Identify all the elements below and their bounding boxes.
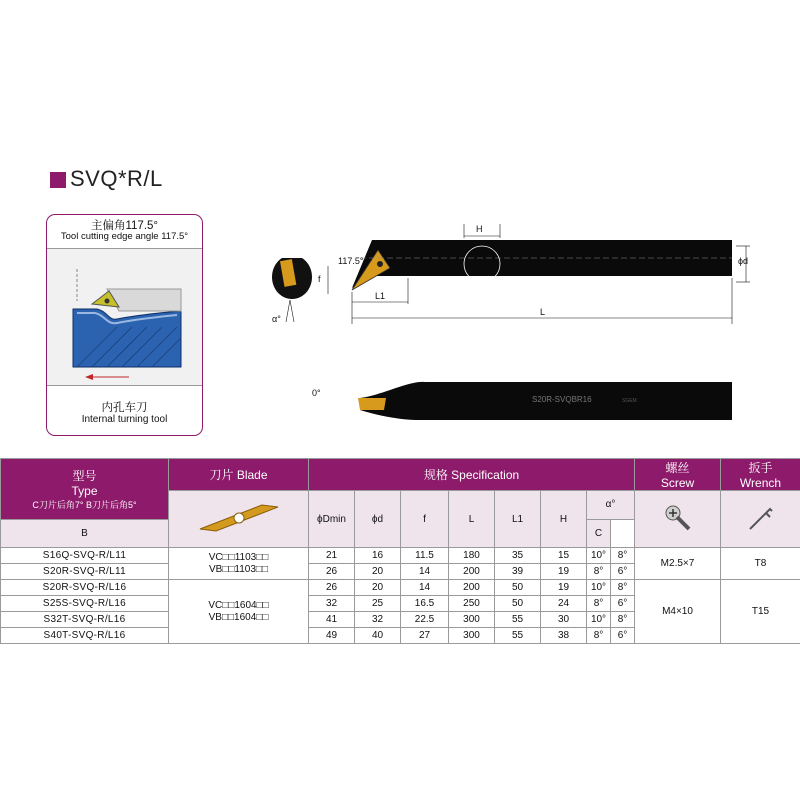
col-H: H (541, 491, 587, 548)
table-row (1, 548, 800, 564)
cell-L1: 55 (495, 612, 541, 628)
cell-f: 11.5 (401, 548, 449, 564)
cell-f: 27 (401, 628, 449, 644)
cell-H: 19 (541, 564, 587, 580)
cutting-angle-card (46, 214, 203, 436)
blade-image-cell (169, 491, 309, 548)
screw-header-zh: 螺丝 (665, 461, 690, 475)
cell-f: 14 (401, 564, 449, 580)
cell-C: 8° (611, 580, 635, 596)
wrench-cell: T15 (721, 580, 800, 644)
title-marker (50, 172, 66, 188)
type-cell: S20R-SVQ-R/L16 (1, 580, 169, 596)
end-view (272, 258, 312, 324)
blade-code: VB□□1103□□ (208, 563, 268, 575)
l-label: L (540, 307, 546, 317)
wrench-header-zh: 扳手 (748, 461, 773, 475)
cell-L: 200 (449, 580, 495, 596)
cell-L1: 55 (495, 628, 541, 644)
card-heading-zh: 主偏角117.5° (90, 220, 159, 232)
cell-L: 300 (449, 612, 495, 628)
cell-C: 8° (611, 612, 635, 628)
cell-C: 8° (611, 548, 635, 564)
cell-d: 20 (355, 580, 401, 596)
cell-L1: 50 (495, 596, 541, 612)
cell-L: 180 (449, 548, 495, 564)
blade-code: VC□□1604□□ (208, 599, 269, 611)
cell-f: 22.5 (401, 612, 449, 628)
blade-code: VB□□1604□□ (208, 611, 269, 623)
col-L1: L1 (495, 491, 541, 548)
cell-B: 8° (587, 564, 611, 580)
cell-dmin: 21 (309, 548, 355, 564)
col-alpha: α° (587, 491, 635, 520)
type-cell: S25S-SVQ-R/L16 (1, 596, 169, 612)
type-header-zh: 型号 (72, 468, 97, 483)
wrench-icon-cell (721, 491, 800, 548)
col-B: B (1, 519, 169, 548)
engraving-small: SGEM (622, 398, 637, 404)
alpha-label: α° (272, 314, 281, 324)
cell-H: 19 (541, 580, 587, 596)
blade-cell (169, 580, 309, 644)
cell-d: 32 (355, 612, 401, 628)
cell-L1: 50 (495, 580, 541, 596)
screw-cell: M2.5×7 (635, 548, 721, 580)
cell-C: 6° (611, 596, 635, 612)
cell-L: 250 (449, 596, 495, 612)
f-label: f (318, 274, 321, 284)
col-L: L (449, 491, 495, 548)
cell-L: 200 (449, 564, 495, 580)
workpiece-illustration (47, 249, 201, 385)
d-label: ϕd (738, 256, 749, 266)
cell-f: 16.5 (401, 596, 449, 612)
blade-header: 刀片 Blade (169, 459, 309, 491)
cell-C: 6° (611, 628, 635, 644)
col-f: f (401, 491, 449, 548)
type-cell: S32T-SVQ-R/L16 (1, 612, 169, 628)
blade-code: VC□□1103□□ (208, 551, 269, 563)
col-C: C (587, 519, 611, 548)
wrench-cell: T8 (721, 548, 800, 580)
cell-H: 30 (541, 612, 587, 628)
type-cell: S20R-SVQ-R/L11 (1, 564, 169, 580)
h-label: H (476, 224, 483, 234)
spec-table-body (1, 548, 800, 644)
cell-dmin: 49 (309, 628, 355, 644)
col-dmin: ϕDmin (309, 491, 355, 548)
zero-angle-label: 0° (312, 388, 321, 398)
cell-dmin: 26 (309, 580, 355, 596)
table-row (1, 580, 800, 596)
type-note: C刀片后角7° B刀片后角5° (32, 499, 137, 510)
col-d: ϕd (355, 491, 401, 548)
cell-f: 14 (401, 580, 449, 596)
card-footer-zh: 内孔车刀 (101, 402, 148, 414)
cell-H: 38 (541, 628, 587, 644)
cell-d: 40 (355, 628, 401, 644)
cell-B: 8° (587, 596, 611, 612)
cell-C: 6° (611, 564, 635, 580)
cell-H: 24 (541, 596, 587, 612)
type-cell: S40T-SVQ-R/L16 (1, 628, 169, 644)
wrench-header-en: Wrench (739, 476, 782, 490)
specification-table (0, 458, 800, 644)
cell-d: 16 (355, 548, 401, 564)
type-header-en: Type (71, 483, 98, 498)
cell-dmin: 32 (309, 596, 355, 612)
cell-L1: 39 (495, 564, 541, 580)
internal-turning-illustration (47, 248, 202, 386)
spec-header: 规格 Specification (309, 459, 635, 491)
cell-d: 20 (355, 564, 401, 580)
type-cell: S16Q-SVQ-R/L11 (1, 548, 169, 564)
cell-B: 10° (587, 548, 611, 564)
screw-header-en: Screw (660, 476, 695, 490)
cell-L: 300 (449, 628, 495, 644)
screw-icon (663, 503, 693, 533)
tool-technical-drawing (260, 210, 780, 450)
cell-d: 25 (355, 596, 401, 612)
screw-icon-cell (635, 491, 721, 548)
type-header (1, 459, 169, 520)
engraving-text: S20R-SVQBR16 (532, 395, 592, 404)
page-title: SVQ*R/L (70, 166, 163, 191)
screw-header (635, 459, 721, 491)
cell-dmin: 41 (309, 612, 355, 628)
blade-insert-icon (194, 501, 284, 535)
wrench-header (721, 459, 800, 491)
wrench-icon (746, 503, 776, 533)
blade-cell (169, 548, 309, 580)
cell-dmin: 26 (309, 564, 355, 580)
card-heading-en: Tool cutting edge angle 117.5° (60, 231, 189, 242)
cell-B: 8° (587, 628, 611, 644)
card-footer-en: Internal turning tool (81, 414, 168, 425)
cell-H: 15 (541, 548, 587, 564)
angle-label: 117.5° (338, 256, 364, 266)
cell-L1: 35 (495, 548, 541, 564)
l1-label: L1 (375, 291, 386, 301)
cell-B: 10° (587, 612, 611, 628)
cell-B: 10° (587, 580, 611, 596)
screw-cell: M4×10 (635, 580, 721, 644)
